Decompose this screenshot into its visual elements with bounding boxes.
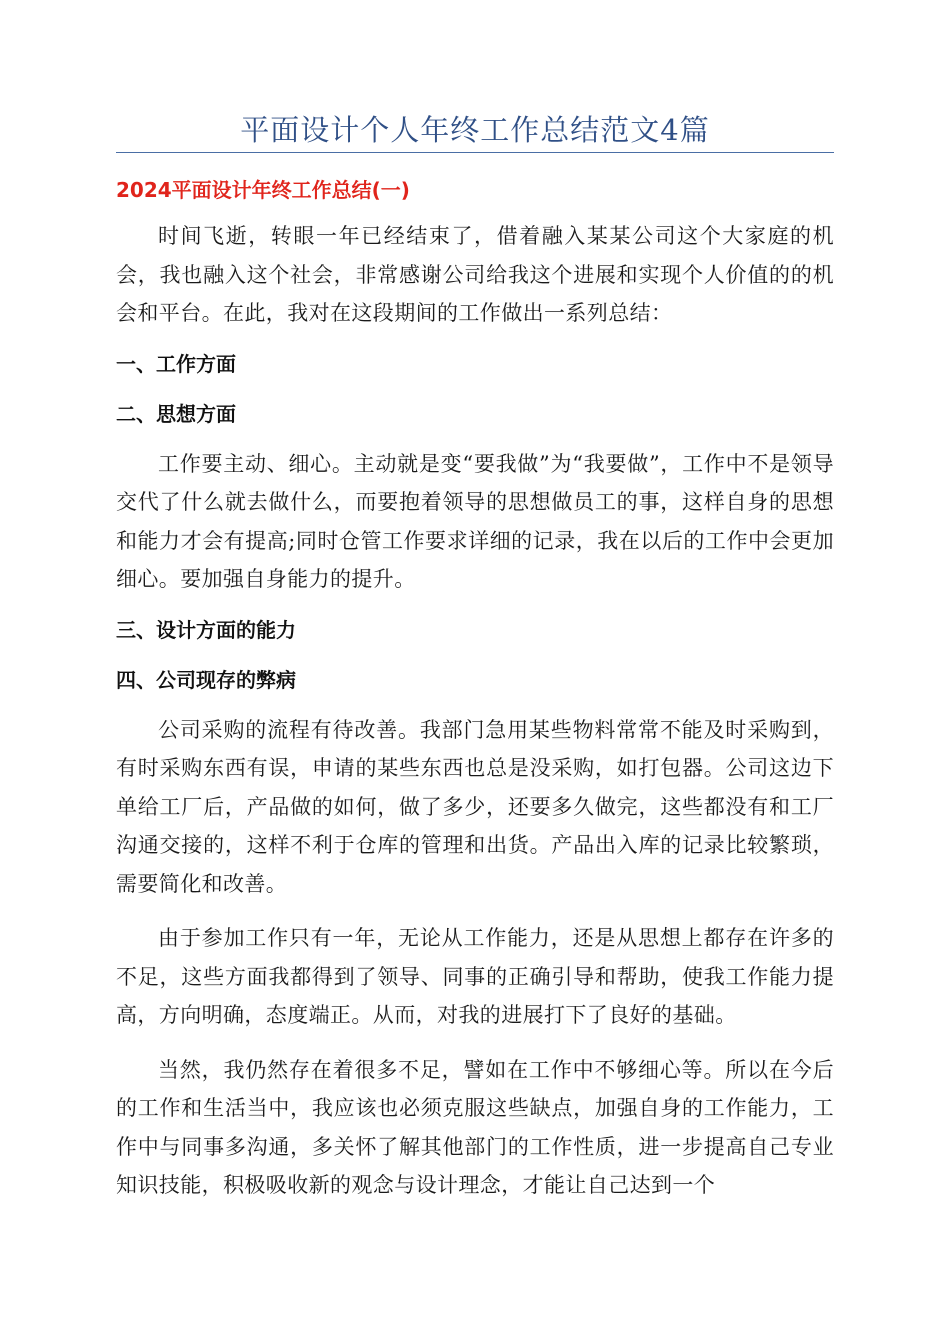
title-underline [116, 152, 834, 153]
growth-paragraph: 由于参加工作只有一年，无论从工作能力，还是从思想上都存在许多的不足，这些方面我都得到了领导、同事的正确引导和帮助，使我工作能力提高，方向明确，态度端正。从而，对我的进展打下了良好的基础。 [116, 926, 834, 1027]
subheading-work: 一、工作方面 [116, 351, 236, 376]
subheading-company-issues: 四、公司现存的弊病 [116, 667, 296, 692]
document-page [116, 0, 834, 1205]
subheading-thinking: 二、思想方面 [116, 401, 236, 426]
intro-paragraph: 时间飞逝，转眼一年已经结束了，借着融入某某公司这个大家庭的机会，我也融入这个社会，非常感谢公司给我这个进展和实现个人价值的的机会和平台。在此，我对在这段期间的工作做出一系列总结： [116, 224, 834, 325]
shortcomings-paragraph: 当然，我仍然存在着很多不足，譬如在工作中不够细心等。所以在今后的工作和生活当中，我应该也必须克服这些缺点，加强自身的工作能力，工作中与同事多沟通，多关怀了解其他部门的工作性质，进一步提高自己专业知识技能，积极吸收新的观念与设计理念，才能让自己达到一个 [116, 1057, 834, 1197]
company-issues-paragraph: 公司采购的流程有待改善。我部门急用某些物料常常不能及时采购到，有时采购东西有误，申请的某些东西也总是没采购，如打包器。公司这边下单给工厂后，产品做的如何，做了多少，还要多久做完，这些都没有和工厂沟通交接的，这样不利于仓库的管理和出货。产品出入库的记录比较繁琐，需要简化和改善。 [116, 717, 834, 896]
section-heading: 2024平面设计年终工作总结(一) [116, 178, 410, 202]
document-title: 平面设计个人年终工作总结范文4篇 [240, 113, 710, 147]
subheading-design-ability: 三、设计方面的能力 [116, 617, 296, 642]
thinking-paragraph: 工作要主动、细心。主动就是变“要我做”为“我要做”，工作中不是领导交代了什么就去做什么，而要抱着领导的思想做员工的事，这样自身的思想和能力才会有提高;同时仓管工作要求详细的记录，我在以后的工作中会更加细心。要加强自身能力的提升。 [116, 451, 834, 591]
